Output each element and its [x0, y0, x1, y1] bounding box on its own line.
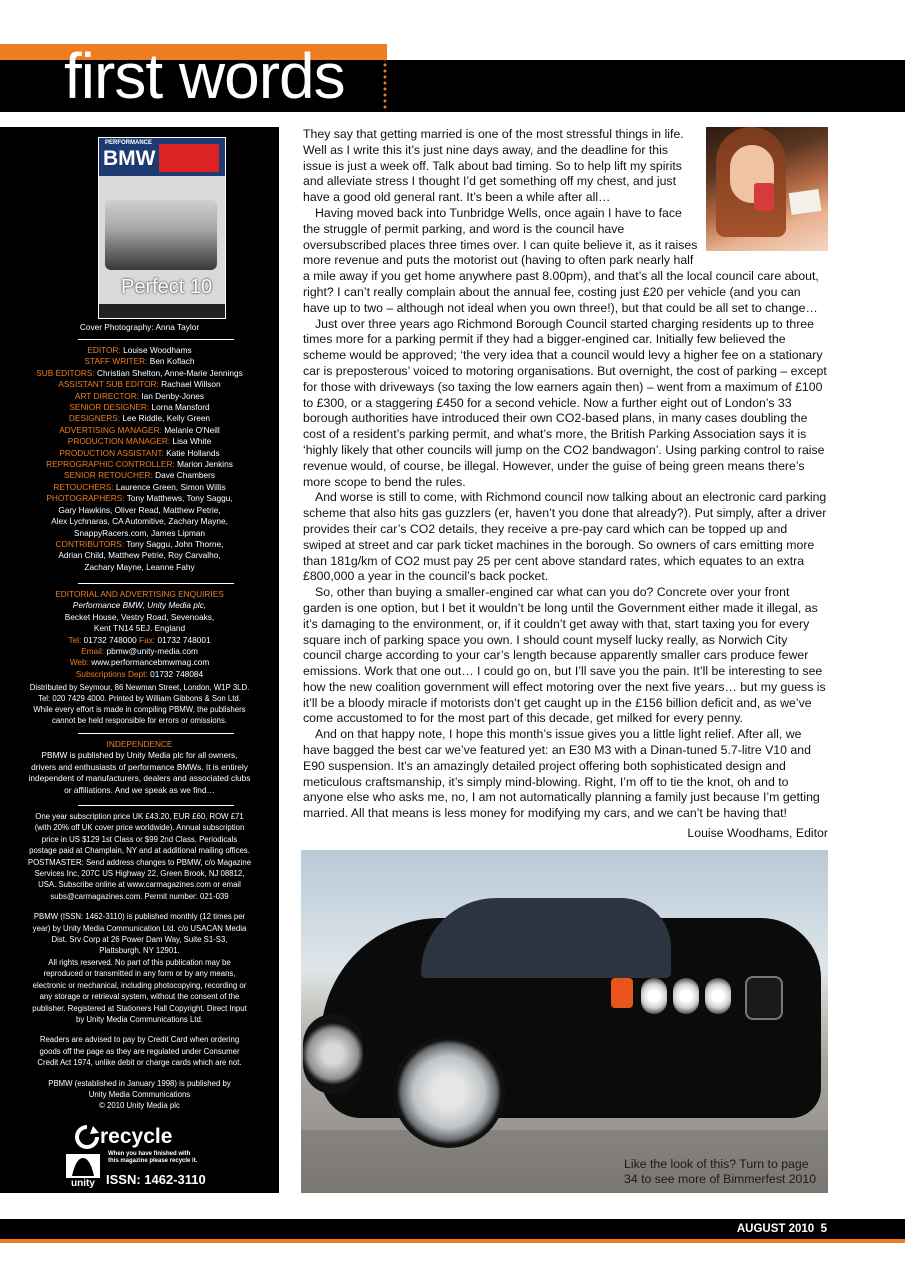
- distribution-notice: Distributed by Seymour, 86 Newman Street, London, W1P 3LD. Tel: 020 7429 4000. Printed by William Gibbons & Son Ltd. While every effort is made in compiling PBMW, the publishers cannot be held responsible for errors or omissions.: [29, 683, 250, 725]
- page-footer: [737, 1219, 827, 1239]
- address-line: Kent TN14 5EJ. England: [93, 623, 186, 634]
- cover-car-image: [105, 200, 217, 270]
- photo-caption: Like the look of this? Turn to page 34 to see more of Bimmerfest 2010: [624, 1157, 817, 1186]
- article-paragraph: Having moved back into Tunbridge Wells, once again I have to face the struggle of permit parking, and word is the council have oversubscribed places three times over. I can quite believe it, as it raises more revenue and puts the motorist out (having to often park nearly half a mile away if you get home anywhere past 8.00pm), and that’s all the local council care about, right? I can’t really complain about the annual fee, costing just £20 per vehicle (and you can have up to two – although not ideal when you own three!), but that could be all set to change…: [303, 205, 819, 315]
- cover-masthead-small: PERFORMANCE: [105, 140, 153, 146]
- editorial-enquiries: [0, 589, 279, 680]
- cover-red-panel: [159, 144, 219, 172]
- contributors-line: Zachary Mayne, Leanne Fahy: [84, 561, 195, 572]
- car-headlamp: [641, 978, 667, 1014]
- recycle-note: When you have finished with this magazine please recycle it.: [108, 1151, 198, 1164]
- cover-credit: Cover Photography: Anna Taylor: [79, 322, 200, 332]
- editor-photo: [706, 127, 828, 251]
- staff-line: REPROGRAPHIC CONTROLLER: Marion Jenkins: [46, 459, 233, 470]
- staff-line: DESIGNERS: Lee Riddle, Kelly Green: [68, 413, 211, 424]
- staff-line: STAFF WRITER: Ben Koflach: [84, 356, 195, 367]
- staff-line: ADVERTISING MANAGER: Melanie O'Neill: [59, 424, 220, 435]
- car-kidney-grille: [745, 976, 783, 1020]
- staff-line: PRODUCTION MANAGER: Lisa White: [67, 436, 212, 447]
- article-paragraph: Just over three years ago Richmond Borough Council started charging residents up to three times more for a parking permit if they had a bigger-engined car. Initially few believed the scheme would be approved; ‘the very idea that a council would levy a higher fee on a stationary car is preposterous’ voiced to motoring organisations. But overnight, the cost of parking – except for those with driveways (so taxing the low earners again then) – went from a maximum of £100 to £300, or a staggering £450 for a second vehicle. Now a further eight out of London’s 33 borough authorities have introduced their own CO2-based plans, in many cases doubling the cost of a resident’s parking permit, and what’s more, the British Parking Association says it is ‘highly likely that other councils will jump on the CO2 bandwagon’. Using parking control to raise revenue would, of course, be illegal. However, under the guise of being green means there’s more scope to bend the rules.: [303, 316, 827, 489]
- editorial-heading: EDITORIAL AND ADVERTISING ENQUIRIES: [55, 589, 224, 599]
- editor-photo-cup: [754, 183, 774, 211]
- cover-headline: Perfect 10: [121, 276, 213, 298]
- recycle-icon: [74, 1124, 100, 1150]
- article-paragraph: And on that happy note, I hope this month’s issue gives you a little light relief. After all, we have bagged the best car we’ve featured yet: an E30 M3 with a Dinan-tuned 5.7-litre V10 and E90 suspension. It’s an amazingly detailed project offering both sophisticated design and meticulous craftsmanship, it’s simply mind-blowing. Right, I’m off to tie the knot, oh and to anyone else who asks me, no, I am not automatically planning a family just because I’m getting married. All that means is less money for modifying my cars, and we can’t be having that!: [303, 727, 820, 821]
- article-paragraph: They say that getting married is one of the most stressful things in life. Well as I write this it’s just nine days away, and the deadline for this issue is just a week off. Talk about bad timing. So to help lift my spirits and alleviate stress I thought I’d get something off my chest, and just have a good old general rant. It’s been a while after all…: [303, 127, 684, 205]
- car-headlamp: [705, 978, 731, 1014]
- photographers-line: PHOTOGRAPHERS: Tony Matthews, Tony Saggu,: [46, 493, 233, 504]
- editor-signoff: Louise Woodhams, Editor: [687, 826, 828, 841]
- recycle-label: recycle: [100, 1125, 173, 1148]
- staff-line: PRODUCTION ASSISTANT: Katie Hollands: [59, 447, 220, 458]
- staff-line: ASSISTANT SUB EDITOR: Rachael Willson: [58, 379, 221, 390]
- car-indicator: [611, 978, 633, 1008]
- cover-footer-strip: [99, 304, 225, 318]
- divider: [78, 339, 234, 340]
- car-photo: [301, 850, 828, 1193]
- staff-line: RETOUCHERS: Laurence Green, Simon Willis: [53, 481, 226, 492]
- photographers-line: Alex Lychnaras, CA Automitive, Zachary Mayne,: [51, 516, 228, 527]
- email-line: Email: pbmw@unity-media.com: [81, 646, 198, 657]
- phone-line: Tel: 01732 748000 Fax: 01732 748001: [68, 634, 211, 645]
- unity-logo-mark: [66, 1154, 100, 1178]
- staff-line: ART DIRECTOR: Ian Denby-Jones: [74, 390, 205, 401]
- section-title: first words: [64, 40, 345, 112]
- car-rear-wheel: [303, 1014, 363, 1094]
- web-line: Web: www.performancebmwmag.com: [69, 657, 210, 668]
- article-paragraph: So, other than buying a smaller-engined car what can you do? Concrete over your front garden is one option, but I bet it wouldn’t be long until the Government either made it illegal, as it’s damaging to the environment, or, if it couldn’t get away with that, start taxing you for every square inch of parking space you own. I should count myself lucky really, as Norwich City council charge according to your car’s length because apparently smaller cars produce fewer emissions. Work that one out… I could go on, but I’ll save you the pain. It’ll be interesting to see how the new coalition government will effect motoring over the next five years… but my guess is it’ll be a bloody miracle if motorists don’t get caught up in the £156 billion deficit and, as we’ve come accustomed to for the most part of this decade, get milked for every penny.: [303, 585, 826, 726]
- staff-list: [0, 345, 279, 573]
- address-line: Performance BMW, Unity Media plc,: [72, 600, 207, 611]
- editor-photo-card: [789, 189, 822, 215]
- photographers-line: Gary Hawkins, Oliver Read, Matthew Petrie,: [58, 504, 221, 515]
- footer-orange-rule: [0, 1239, 905, 1243]
- staff-line: EDITOR: Louise Woodhams: [87, 345, 192, 355]
- article-body: [303, 127, 828, 842]
- unity-logo: [66, 1154, 100, 1190]
- contributors-line: CONTRIBUTORS: Tony Saggu, John Thorne,: [55, 538, 224, 549]
- issn-number: ISSN: 1462-3110: [106, 1172, 206, 1187]
- divider: [78, 805, 234, 806]
- car-windscreen: [421, 898, 671, 978]
- divider: [78, 733, 234, 734]
- staff-line: SUB EDITORS: Christian Shelton, Anne-Marie Jennings: [36, 367, 243, 378]
- subscription-info: One year subscription price UK £43.20, EUR £60, ROW £71 (with 20% off UK cover price worldwide). Annual subscription price in US $129 1st Class or $99 2nd Class. Periodicals postage paid at Champlain, NY and at additional mailing offices. POSTMASTER: Send address changes to PBMW, c/o Magazine Services Inc, 207C US Highway 22, Green Brook, NJ 08812, USA. Subscribe online at www.carmagazines.com or email subs@carmagazines.com. Permit number: 021-039 PBMW (ISSN: 1462-3110) is published monthly (12 times per year) by Unity Media Communication Ltd. c/o USACAN Media Dist. Srv Corp at 26 Power Dam Way, Suite S1-S3, Plattsburgh, NY 12901. All rights reserved. No part of this publication may be reproduced or transmitted in any form or by any means, electronic or mechanical, including photocopying, recording or any storage or retrieval system, without the consent of the publisher. Registered at Stationers Hall Copyright. Direct Input by Unity Media Communications Ltd. Readers are advised to pay by Credit Card when ordering goods off the page as they are regulated under Consumer Credit Act 1974, unlike debit or charge cards which are not. PBMW (established in January 1998) is published by Unity Media Communications © 2010 Unity Media plc: [27, 812, 252, 1111]
- photographers-line: SnappyRacers.com, James Lipman: [74, 527, 205, 538]
- page-number: 5: [820, 1223, 827, 1235]
- contributors-line: Adrian Child, Matthew Petrie, Roy Carvalho,: [58, 550, 221, 561]
- cover-masthead-bmw: BMW: [103, 147, 156, 170]
- article-paragraph: And worse is still to come, with Richmond council now talking about an electronic card parking scheme that also hits gas guzzlers (er, haven’t you done that already?). Put simply, after a driver provides their car’s CO2 details, they receive a pre-pay card which can be topped up and swiped at street and car park ticket machines in the borough. So owners of cars emitting more than 181g/km of CO2 must pay 25 per cent above standard rates, which equates to an extra £800,000 a year in the council’s back pocket.: [303, 490, 827, 584]
- magazine-cover-image: [98, 137, 226, 319]
- header-dotted-rule: [382, 50, 388, 110]
- subs-line: Subscriptions Dept: 01732 748084: [75, 668, 204, 679]
- staff-line: SENIOR DESIGNER: Lorna Mansford: [69, 402, 210, 413]
- staff-line: SENIOR RETOUCHER: Dave Chambers: [63, 470, 216, 481]
- car-headlamp: [673, 978, 699, 1014]
- divider: [78, 583, 234, 584]
- issue-date: AUGUST 2010: [736, 1223, 815, 1235]
- unity-logo-text: unity: [66, 1178, 100, 1190]
- independence-notice: INDEPENDENCE PBMW is published by Unity Media plc for all owners, drivers and enthusiasts of performance BMWs. It is entirely independent of manufacturers, dealers and associated clubs or affiliations. And we speak as we find…: [28, 739, 251, 795]
- car-front-wheel: [393, 1036, 505, 1148]
- address-line: Becket House, Vestry Road, Sevenoaks,: [64, 611, 215, 622]
